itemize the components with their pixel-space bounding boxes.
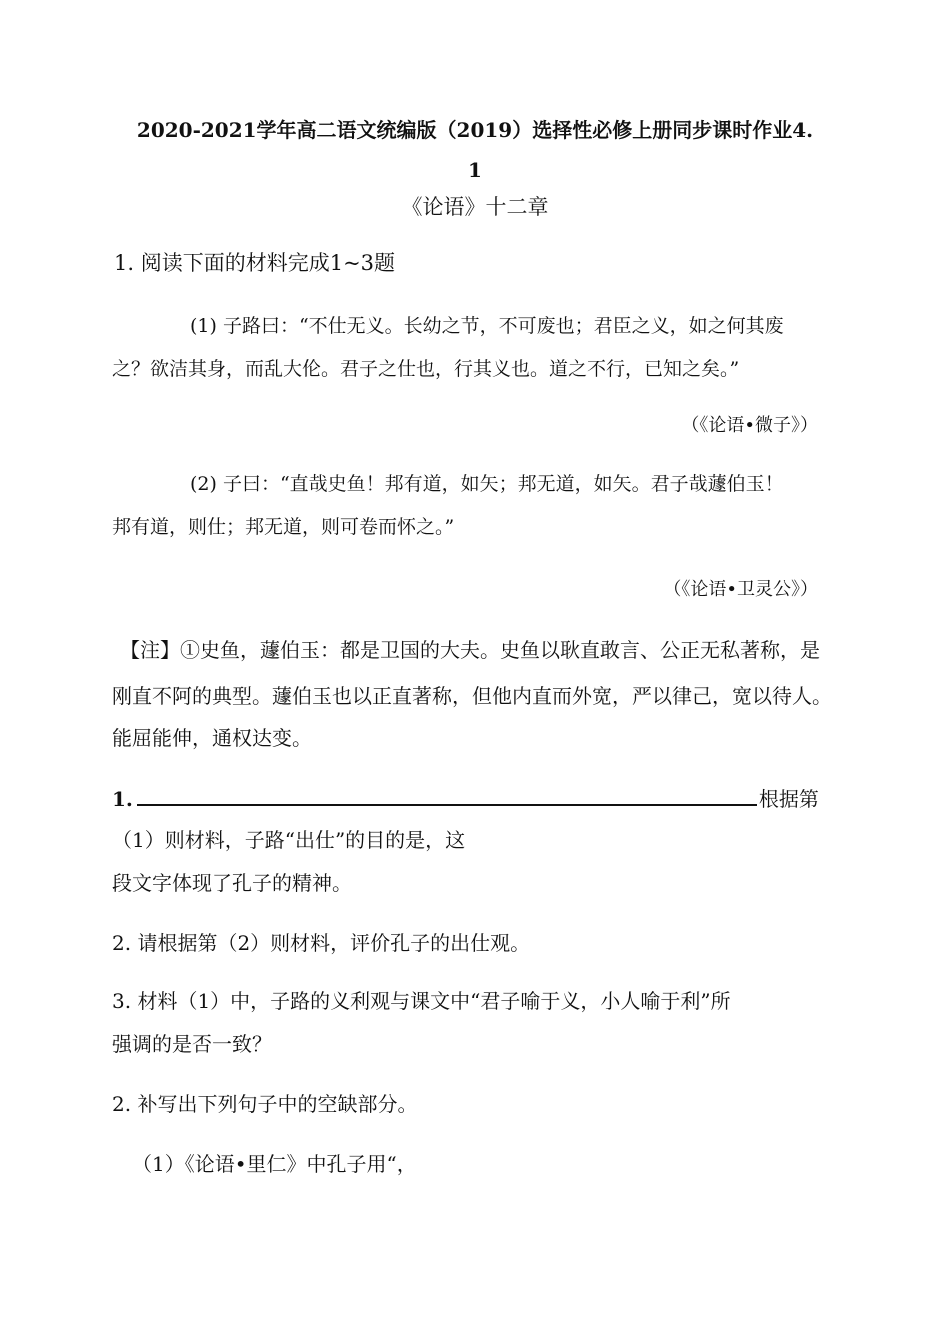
note-line1: 【注】①史鱼，蘧伯玉：都是卫国的大夫。史鱼以耿直敢言、公正无私著称，是 [120,638,820,662]
sub-question-1-line1 [112,782,819,813]
sub-question-1-number: 1. [112,787,133,811]
passage-2-line2: 邦有道，则仕；邦无道，则可卷而怀之。” [112,516,455,538]
sub-question-3-line2: 强调的是否一致？ [112,1032,272,1056]
doc-title-line2: 1 [468,158,482,182]
note-line3: 能屈能伸，通权达变。 [112,726,312,750]
question-2-heading: 2. 补写出下列句子中的空缺部分。 [112,1092,418,1116]
note-line2: 刚直不阿的典型。蘧伯玉也以正直著称，但他内直而外宽，严以律己，宽以待人。 [112,684,832,708]
sub-question-3-line1: 3. 材料（1）中，子路的义利观与课文中“君子喻于义，小人喻于利”所 [112,989,731,1013]
sub-question-1-line3: 段文字体现了孔子的精神。 [112,871,352,895]
source-2: （《论语•卫灵公》） [663,579,818,600]
sub-question-2: 2. 请根据第（2）则材料，评价孔子的出仕观。 [112,931,531,955]
answer-blank-line[interactable] [137,782,757,806]
passage-1-line2: 之？欲洁其身，而乱大伦。君子之仕也，行其义也。道之不行，已知之矣。” [112,358,740,380]
source-1: （《论语•微子》） [681,415,818,436]
passage-2-line1: (2) 子曰：“直哉史鱼！邦有道，如矢；邦无道，如矢。君子哉蘧伯玉！ [190,473,784,495]
sub-question-1-line2: （1）则材料，子路“出仕”的目的是，这 [112,828,466,852]
doc-subtitle: 《论语》十二章 [401,195,549,219]
doc-title-line1: 2020-2021学年高二语文统编版（2019）选择性必修上册同步课时作业4. [136,118,814,142]
passage-1-line1: (1) 子路曰：“不仕无义。长幼之节，不可废也；君臣之义，如之何其废 [190,315,784,337]
question-1-heading: 1. 阅读下面的材料完成1~3题 [114,251,396,275]
question-2-item-1: （1）《论语•里仁》中孔子用“， [132,1152,417,1176]
sub-question-1-suffix: 根据第 [758,787,819,811]
